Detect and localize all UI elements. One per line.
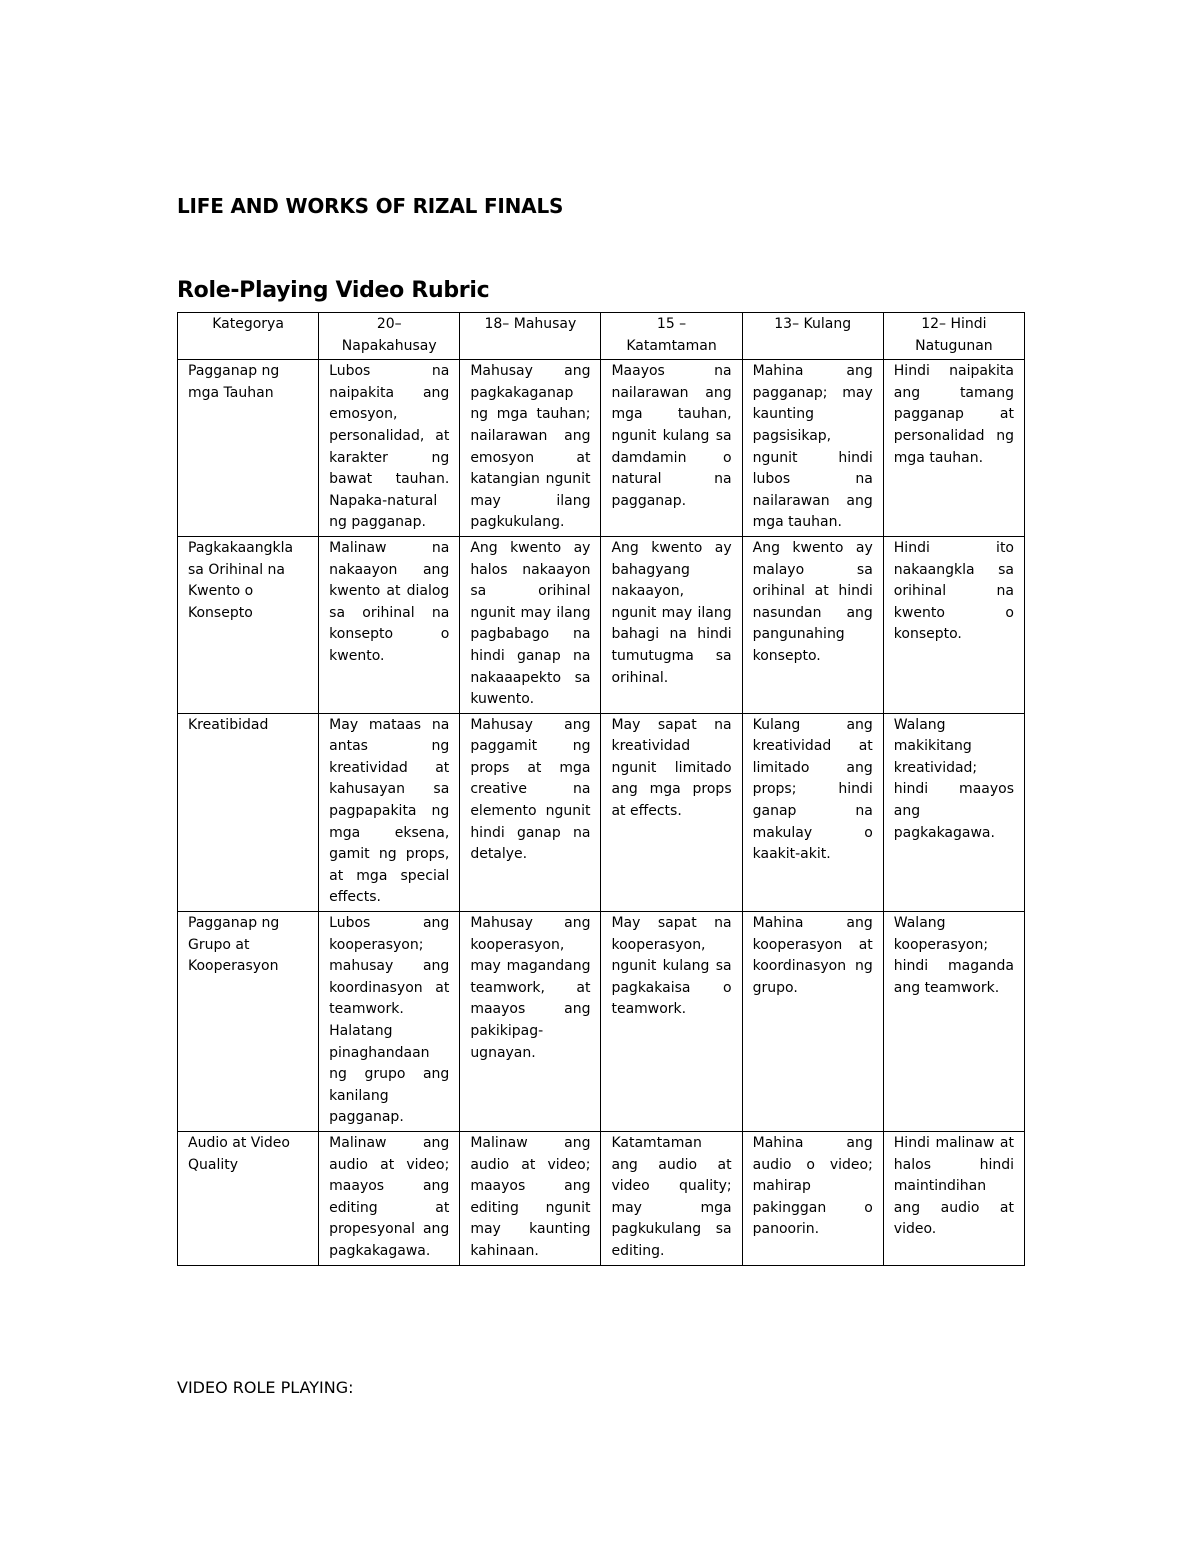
- criteria-cell: Walang makikitang kreatividad; hindi maayos ang pagkakagawa.: [883, 713, 1024, 911]
- criteria-cell: Ang kwento ay halos nakaayon sa orihinal ngunit may ilang pagbabago na hindi ganap na nakaaapekto sa kuwento.: [460, 536, 601, 713]
- criteria-cell: Lubos ang kooperasyon; mahusay ang koordinasyon at teamwork. Halatang pinaghandaan ng grupo ang kanilang pagganap.: [319, 912, 460, 1132]
- criteria-cell: Mahina ang audio o video; mahirap pakinggan o panoorin.: [742, 1131, 883, 1265]
- rubric-title: Role-Playing Video Rubric: [177, 278, 490, 303]
- category-cell: Audio at Video Quality: [178, 1131, 319, 1265]
- header-kategorya: Kategorya: [178, 313, 319, 360]
- criteria-cell: Walang kooperasyon; hindi maganda ang teamwork.: [883, 912, 1024, 1132]
- category-cell: Pagganap ng Grupo at Kooperasyon: [178, 912, 319, 1132]
- rubric-table: [177, 312, 1025, 1266]
- header-katamtaman: 15 – Katamtaman: [601, 313, 742, 360]
- criteria-cell: Maayos na nailarawan ang mga tauhan, ngunit kulang sa damdamin o natural na pagganap.: [601, 360, 742, 537]
- category-cell: Pagkakaangkla sa Orihinal na Kwento o Konsepto: [178, 536, 319, 713]
- header-mahusay: 18– Mahusay: [460, 313, 601, 360]
- criteria-cell: Malinaw ang audio at video; maayos ang editing ngunit may kaunting kahinaan.: [460, 1131, 601, 1265]
- criteria-cell: Kulang ang kreatividad at limitado ang props; hindi ganap na makulay o kaakit-akit.: [742, 713, 883, 911]
- video-role-playing-label: VIDEO ROLE PLAYING:: [177, 1378, 354, 1397]
- category-cell: Pagganap ng mga Tauhan: [178, 360, 319, 537]
- criteria-cell: Ang kwento ay bahagyang nakaayon, ngunit may ilang bahagi na hindi tumutugma sa orihinal.: [601, 536, 742, 713]
- criteria-cell: Mahina ang pagganap; may kaunting pagsisikap, ngunit hindi lubos na nailarawan ang mga tauhan.: [742, 360, 883, 537]
- criteria-cell: Malinaw ang audio at video; maayos ang editing at propesyonal ang pagkakagawa.: [319, 1131, 460, 1265]
- header-kulang: 13– Kulang: [742, 313, 883, 360]
- criteria-cell: Malinaw na nakaayon ang kwento at dialog sa orihinal na konsepto o kwento.: [319, 536, 460, 713]
- header-napakahusay: 20– Napakahusay: [319, 313, 460, 360]
- table-row: [178, 360, 1025, 537]
- table-row: [178, 713, 1025, 911]
- criteria-cell: Mahusay ang kooperasyon, may magandang teamwork, at maayos ang pakikipag-ugnayan.: [460, 912, 601, 1132]
- criteria-cell: May mataas na antas ng kreatividad at kahusayan sa pagpapakita ng mga eksena, gamit ng props, at mga special effects.: [319, 713, 460, 911]
- category-cell: Kreatibidad: [178, 713, 319, 911]
- rubric-header-row: [178, 313, 1025, 360]
- criteria-cell: Hindi ito nakaangkla sa orihinal na kwento o konsepto.: [883, 536, 1024, 713]
- criteria-cell: Katamtaman ang audio at video quality; may mga pagkukulang sa editing.: [601, 1131, 742, 1265]
- criteria-cell: Hindi malinaw at halos hindi maintindihan ang audio at video.: [883, 1131, 1024, 1265]
- document-title: LIFE AND WORKS OF RIZAL FINALS: [177, 194, 564, 218]
- table-row: [178, 1131, 1025, 1265]
- criteria-cell: Lubos na naipakita ang emosyon, personalidad, at karakter ng bawat tauhan. Napaka-natural ng pagganap.: [319, 360, 460, 537]
- table-row: [178, 536, 1025, 713]
- criteria-cell: Mahusay ang paggamit ng props at mga creative na elemento ngunit hindi ganap na detalye.: [460, 713, 601, 911]
- header-hindi-natugunan: 12– Hindi Natugunan: [883, 313, 1024, 360]
- table-row: [178, 912, 1025, 1132]
- criteria-cell: Ang kwento ay malayo sa orihinal at hindi nasundan ang pangunahing konsepto.: [742, 536, 883, 713]
- criteria-cell: May sapat na kooperasyon, ngunit kulang sa pagkakaisa o teamwork.: [601, 912, 742, 1132]
- criteria-cell: Hindi naipakita ang tamang pagganap at personalidad ng mga tauhan.: [883, 360, 1024, 537]
- criteria-cell: Mahina ang kooperasyon at koordinasyon ng grupo.: [742, 912, 883, 1132]
- criteria-cell: May sapat na kreatividad ngunit limitado ang mga props at effects.: [601, 713, 742, 911]
- criteria-cell: Mahusay ang pagkakaganap ng mga tauhan; nailarawan ang emosyon at katangian ngunit may ilang pagkukulang.: [460, 360, 601, 537]
